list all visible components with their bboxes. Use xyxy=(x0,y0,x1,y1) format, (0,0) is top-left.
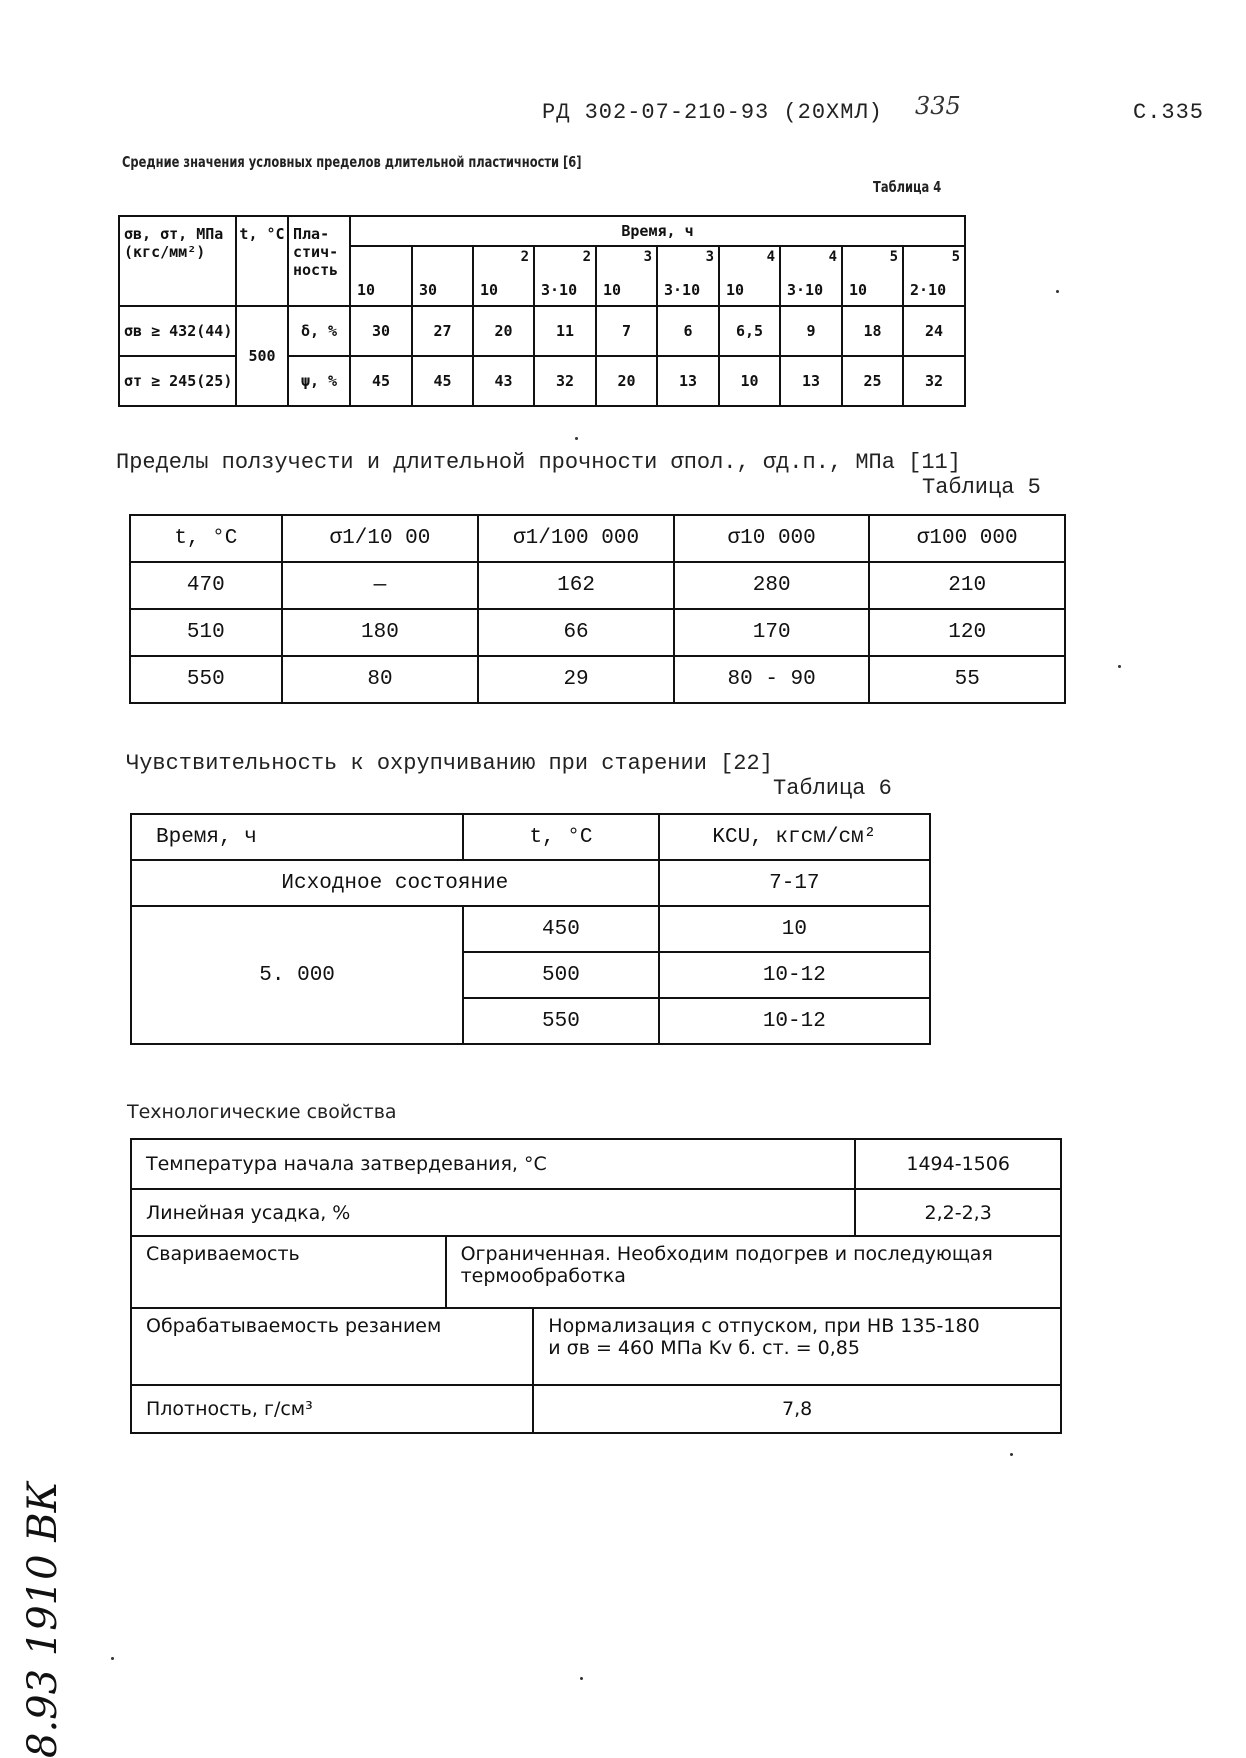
table4-label: Таблица 4 xyxy=(873,178,942,196)
table5-cell: 66 xyxy=(478,609,674,656)
table4-time-col-10: 5 2·10 xyxy=(903,246,965,306)
table4-cell: 43 xyxy=(473,356,534,406)
table6-cell: 7-17 xyxy=(659,860,930,906)
table5-cell: 55 xyxy=(869,656,1065,703)
table4-stress-cell: σв ≥ 432(44) xyxy=(119,306,236,356)
table-row xyxy=(119,306,965,356)
table5-header-cell: σ100 000 xyxy=(869,515,1065,562)
tech-value-cell: 7,8 xyxy=(533,1385,1061,1433)
table-row xyxy=(130,609,1065,656)
table6-cell: 10-12 xyxy=(659,952,930,998)
table4-cell: 20 xyxy=(473,306,534,356)
table4-time-col-6: 3 3·10 xyxy=(657,246,719,306)
table-row xyxy=(130,562,1065,609)
table6-time-cell: 5. 000 xyxy=(131,906,463,1044)
table5-cell: 550 xyxy=(130,656,282,703)
table5-header-cell: σ1/100 000 xyxy=(478,515,674,562)
table4-header-stress: σв, σт, МПа (кгс/мм²) xyxy=(119,216,236,306)
tech-value-line: Нормализация с отпуском, при НВ 135-180 xyxy=(548,1315,980,1337)
table4 xyxy=(118,215,966,407)
table-row xyxy=(130,656,1065,703)
table5 xyxy=(129,514,1066,704)
table-row xyxy=(131,1236,1061,1308)
handwritten-page-mark: 335 xyxy=(915,92,961,120)
table6-cell: 10 xyxy=(659,906,930,952)
scan-speck xyxy=(111,1657,114,1660)
tech-properties-table xyxy=(130,1138,1062,1434)
table4-time-col-9: 5 10 xyxy=(842,246,903,306)
table5-cell: — xyxy=(282,562,479,609)
table-row xyxy=(131,1189,1061,1236)
table4-cell: 9 xyxy=(780,306,842,356)
table6-header-cell: KCU, кгсм/см² xyxy=(659,814,930,860)
table6-caption: Чувствительность к охрупчиванию при старении [22] xyxy=(126,751,773,776)
table5-cell: 162 xyxy=(478,562,674,609)
scan-speck xyxy=(1118,665,1121,668)
table6-label: Таблица 6 xyxy=(773,776,892,801)
tech-value-line: и σв = 460 МПа Kv б. ст. = 0,85 xyxy=(548,1337,860,1359)
table4-cell: 32 xyxy=(903,356,965,406)
tech-label-cell: Линейная усадка, % xyxy=(131,1189,855,1236)
table5-header-cell: t, °С xyxy=(130,515,282,562)
table4-cell: 18 xyxy=(842,306,903,356)
table6-cell: 550 xyxy=(463,998,658,1044)
table6-header-cell: t, °С xyxy=(463,814,658,860)
table4-cell: 24 xyxy=(903,306,965,356)
handwritten-side-note: 8.93 1910 ВК xyxy=(20,1481,66,1758)
table4-cell: 10 xyxy=(719,356,780,406)
table5-cell: 470 xyxy=(130,562,282,609)
table4-cell: 45 xyxy=(412,356,473,406)
table4-header-plasticity: Пла- стич- ность xyxy=(288,216,350,306)
table4-cell: 6 xyxy=(657,306,719,356)
scan-speck xyxy=(1056,290,1059,293)
table6-cell: 500 xyxy=(463,952,658,998)
table5-header-cell: σ1/10 00 xyxy=(282,515,479,562)
table4-time-col-1: 10 xyxy=(350,246,412,306)
table4-cell: 13 xyxy=(780,356,842,406)
table6 xyxy=(130,813,931,1045)
table-row xyxy=(131,1139,1061,1189)
tech-label-cell: Обрабатываемость резанием xyxy=(131,1308,533,1385)
tech-label-cell: Свариваемость xyxy=(131,1236,446,1308)
table5-cell: 180 xyxy=(282,609,479,656)
table5-header-cell: σ10 000 xyxy=(674,515,870,562)
table5-cell: 170 xyxy=(674,609,870,656)
document-code: РД 302-07-210-93 (20ХМЛ) xyxy=(542,100,883,125)
page-number: С.335 xyxy=(1133,100,1205,125)
table5-cell: 210 xyxy=(869,562,1065,609)
table4-time-col-4: 2 3·10 xyxy=(534,246,596,306)
table5-cell: 280 xyxy=(674,562,870,609)
table5-caption: Пределы ползучести и длительной прочности σпол., σд.п., МПа [11] xyxy=(116,450,961,475)
table4-cell: 27 xyxy=(412,306,473,356)
table4-caption: Средние значения условных пределов длительной пластичности [6] xyxy=(122,153,582,171)
table4-cell: 32 xyxy=(534,356,596,406)
table-row xyxy=(131,860,930,906)
table4-stress-cell: σт ≥ 245(25) xyxy=(119,356,236,406)
table-row xyxy=(131,906,930,952)
tech-value-cell: 2,2-2,3 xyxy=(855,1189,1061,1236)
table4-cell: 13 xyxy=(657,356,719,406)
tech-value-cell: 1494-1506 xyxy=(855,1139,1061,1189)
table4-time-col-7: 4 10 xyxy=(719,246,780,306)
tech-label-cell: Температура начала затвердевания, °С xyxy=(131,1139,855,1189)
table4-time-col-5: 3 10 xyxy=(596,246,657,306)
table4-cell: 20 xyxy=(596,356,657,406)
table6-cell: 10-12 xyxy=(659,998,930,1044)
table4-time-col-2: 30 xyxy=(412,246,473,306)
tech-label-cell: Плотность, г/см³ xyxy=(131,1385,533,1433)
table5-cell: 29 xyxy=(478,656,674,703)
table4-cell: 30 xyxy=(350,306,412,356)
table5-label: Таблица 5 xyxy=(922,475,1041,500)
tech-caption: Технологические свойства xyxy=(127,1101,397,1123)
table4-cell: 11 xyxy=(534,306,596,356)
table4-time-col-8: 4 3·10 xyxy=(780,246,842,306)
table-row xyxy=(131,1385,1061,1433)
table5-cell: 80 xyxy=(282,656,479,703)
table6-header-cell: Время, ч xyxy=(131,814,463,860)
table-row xyxy=(131,1308,1061,1385)
table4-cell: 45 xyxy=(350,356,412,406)
table6-cell: 450 xyxy=(463,906,658,952)
table4-cell: 25 xyxy=(842,356,903,406)
scan-speck xyxy=(580,1677,583,1680)
table5-cell: 80 - 90 xyxy=(674,656,870,703)
scan-speck xyxy=(1010,1453,1013,1456)
table5-cell: 510 xyxy=(130,609,282,656)
scan-speck xyxy=(575,437,578,440)
table4-time-col-3: 2 10 xyxy=(473,246,534,306)
table4-header-time-group: Время, ч xyxy=(350,216,965,246)
table4-plast-cell: ψ, % xyxy=(288,356,350,406)
table4-cell: 6,5 xyxy=(719,306,780,356)
table4-header-temp: t, °С xyxy=(236,216,288,306)
tech-value-cell xyxy=(533,1308,1061,1385)
table6-initial-label: Исходное состояние xyxy=(131,860,659,906)
table4-plast-cell: δ, % xyxy=(288,306,350,356)
table4-temp-cell: 500 xyxy=(236,306,288,406)
table5-cell: 120 xyxy=(869,609,1065,656)
tech-value-cell: Ограниченная. Необходим подогрев и последующая термообработка xyxy=(446,1236,1061,1308)
table4-cell: 7 xyxy=(596,306,657,356)
